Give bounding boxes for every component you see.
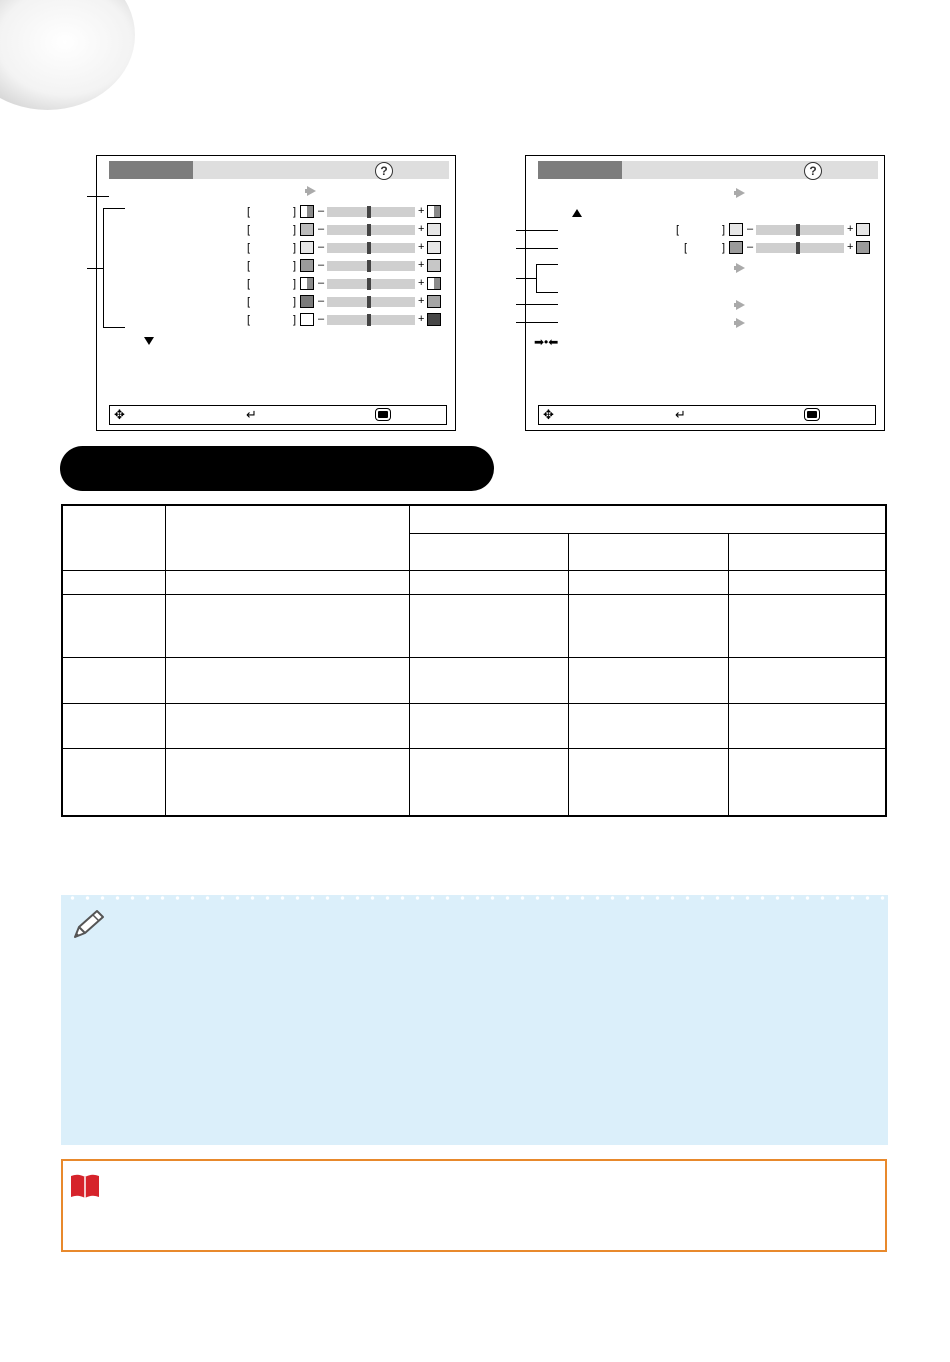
table-row	[62, 570, 886, 594]
slider-row-color[interactable]: [ ] – +	[247, 241, 447, 255]
callout-line	[536, 264, 558, 265]
slider-row-contrast[interactable]: [ ] – +	[247, 205, 447, 219]
enter-icon: ↵	[675, 407, 686, 422]
red-slider[interactable]	[327, 297, 415, 307]
submenu-arrow-icon[interactable]	[736, 318, 745, 328]
color-slider[interactable]	[327, 243, 415, 253]
osd-screen-left	[96, 155, 456, 431]
blue-low-icon	[300, 313, 314, 326]
red-low-icon	[300, 295, 314, 308]
scroll-down-icon[interactable]	[144, 337, 154, 345]
table-header-cell	[62, 505, 166, 570]
sharp-low-icon	[300, 277, 314, 290]
enter-icon: ↵	[246, 407, 257, 422]
bright-low-icon	[300, 223, 314, 236]
slider-row-blue[interactable]: [ ] – +	[247, 313, 447, 327]
osd-active-tab[interactable]	[538, 161, 622, 179]
red-high-icon	[427, 295, 441, 308]
slider-row-color-temp[interactable]: [ ] – +	[676, 223, 881, 237]
color-temp-slider[interactable]	[756, 225, 844, 235]
slider-row-white[interactable]: [ ] – +	[676, 241, 881, 255]
slider-row-sharp[interactable]: [ ] – +	[247, 277, 447, 291]
osd-screen-right	[525, 155, 885, 431]
note-border-dots	[61, 895, 888, 901]
callout-bracket	[536, 264, 537, 292]
tint-slider[interactable]	[327, 261, 415, 271]
color-high-icon	[427, 241, 441, 254]
submenu-arrow-icon[interactable]	[736, 300, 745, 310]
slider-row-red[interactable]: [ ] – +	[247, 295, 447, 309]
bright-high-icon	[427, 223, 441, 236]
contrast-slider[interactable]	[327, 207, 415, 217]
corner-ornament	[0, 0, 135, 110]
book-icon	[69, 1173, 101, 1199]
pencil-icon	[69, 907, 107, 943]
submenu-arrow-icon[interactable]	[307, 186, 316, 196]
table-row	[62, 658, 886, 703]
submenu-arrow-icon[interactable]	[736, 263, 745, 273]
menu-icon[interactable]	[375, 408, 391, 421]
table-row	[62, 595, 886, 658]
osd-tab-bar	[109, 161, 449, 179]
tint-low-icon	[300, 259, 314, 272]
color-temp-low-icon	[729, 223, 743, 236]
slider-row-bright[interactable]: [ ] – +	[247, 223, 447, 237]
tint-high-icon	[427, 259, 441, 272]
callout-line	[103, 208, 125, 209]
scroll-up-icon[interactable]	[572, 209, 582, 217]
table-row	[62, 749, 886, 816]
osd-tab-bar	[538, 161, 878, 179]
callout-line	[516, 230, 558, 231]
sharp-slider[interactable]	[327, 279, 415, 289]
white-low-icon	[729, 241, 743, 254]
table-header-cell	[409, 505, 886, 533]
blue-slider[interactable]	[327, 315, 415, 325]
table-header-cell	[166, 505, 409, 570]
note-box	[61, 895, 888, 1145]
osd-active-tab[interactable]	[109, 161, 193, 179]
move-icon: ✥	[543, 407, 554, 422]
table-row	[62, 703, 886, 748]
callout-line	[87, 196, 109, 197]
submenu-arrow-icon[interactable]	[736, 188, 745, 198]
reset-icon[interactable]: ➡•⬅	[534, 335, 559, 349]
menu-icon[interactable]	[804, 408, 820, 421]
slider-row-tint[interactable]: [ ] – +	[247, 259, 447, 273]
callout-line	[103, 327, 125, 328]
help-icon[interactable]: ?	[375, 162, 393, 180]
white-slider[interactable]	[756, 243, 844, 253]
callout-bracket	[103, 208, 104, 328]
contrast-low-icon	[300, 205, 314, 218]
white-high-icon	[856, 241, 870, 254]
move-icon: ✥	[114, 407, 125, 422]
callout-line	[516, 248, 558, 249]
table-subheader-cell	[569, 533, 729, 570]
table-subheader-cell	[409, 533, 569, 570]
table-subheader-cell	[728, 533, 886, 570]
osd-footer	[109, 405, 447, 425]
blue-high-icon	[427, 313, 441, 326]
callout-line	[536, 292, 558, 293]
adjustment-table	[61, 504, 887, 817]
color-temp-high-icon	[856, 223, 870, 236]
info-box	[61, 1159, 887, 1252]
callout-line	[516, 278, 536, 279]
callout-line	[516, 304, 558, 305]
callout-line	[516, 322, 558, 323]
section-header-bar	[60, 446, 494, 491]
osd-footer	[538, 405, 876, 425]
help-icon[interactable]: ?	[804, 162, 822, 180]
callout-line	[87, 268, 103, 269]
sharp-high-icon	[427, 277, 441, 290]
contrast-high-icon	[427, 205, 441, 218]
bright-slider[interactable]	[327, 225, 415, 235]
color-low-icon	[300, 241, 314, 254]
